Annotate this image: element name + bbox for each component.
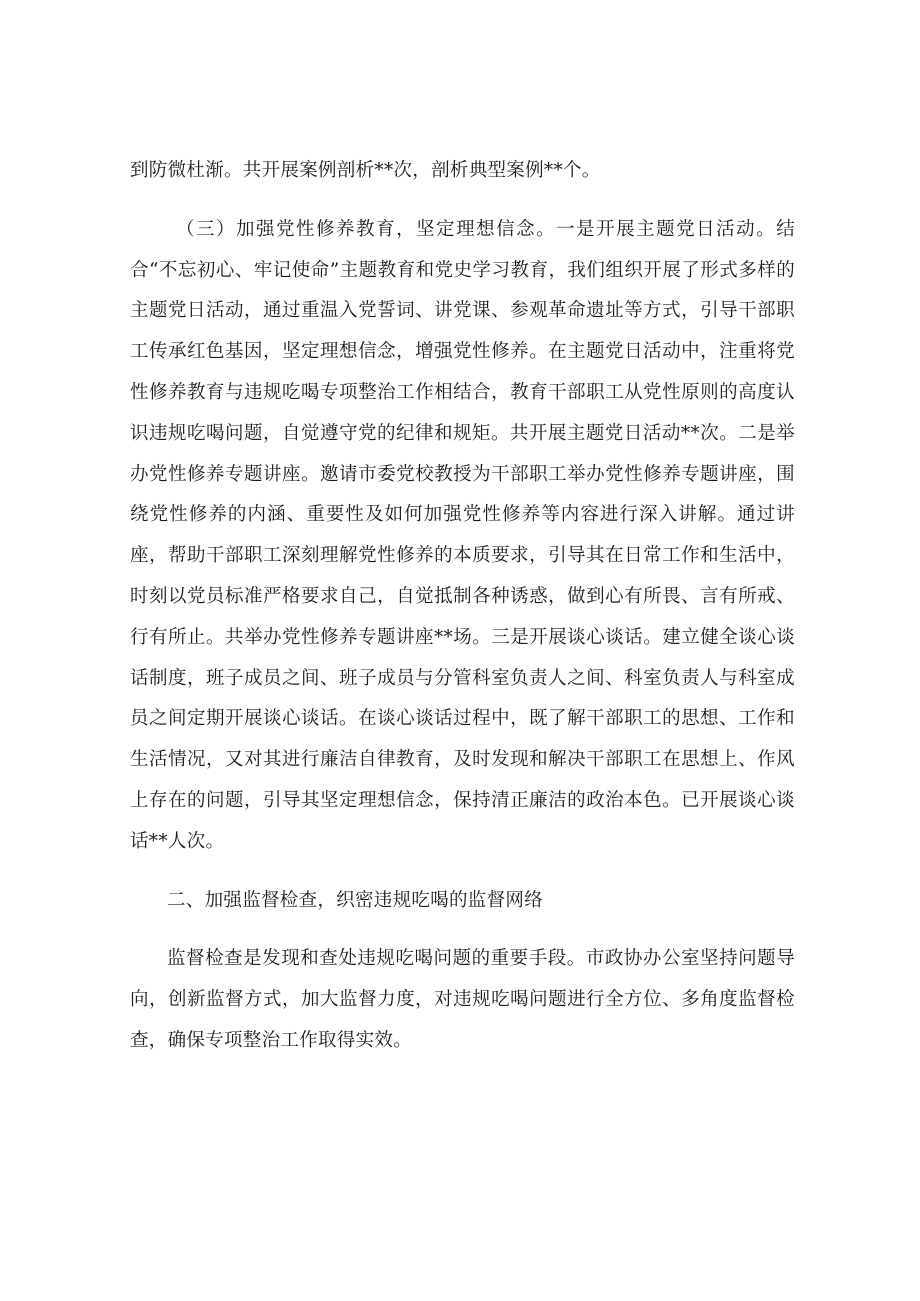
paragraph-supervision-intro: 监督检查是发现和查处违规吃喝问题的重要手段。市政协办公室坚持问题导向，创新监督方式，加大监督力度，对违规吃喝问题进行全方位、多角度监督检查，确保专项整治工作取得实效。 <box>130 948 795 1051</box>
document-body <box>130 151 795 1062</box>
paragraph-party-education: （三）加强党性修养教育，坚定理想信念。一是开展主题党日活动。结合“不忘初心、牢记使命”主题教育和党史学习教育，我们组织开展了形式多样的主题党日活动，通过重温入党誓词、讲党课、参观革命遗址等方式，引导干部职工传承红色基因，坚定理想信念，增强党性修养。在主题党日活动中，注重将党性修养教育与违规吃喝专项整治工作相结合，教育干部职工从党性原则的高度认识违规吃喝问题，自觉遵守党的纪律和规矩。共开展主题党日活动**次。二是举办党性修养专题讲座。邀请市委党校教授为干部职工举办党性修养专题讲座，围绕党性修养的内涵、重要性及如何加强党性修养等内容进行深入讲解。通过讲座，帮助干部职工深刻理解党性修养的本质要求，引导其在日常工作和生活中，时刻以党员标准严格要求自己，自觉抵制各种诱惑，做到心有所畏、言有所戒、行有所止。共举办党性修养专题讲座**场。三是开展谈心谈话。建立健全谈心谈话制度，班子成员之间、班子成员与分管科室负责人之间、科室负责人与科室成员之间定期开展谈心谈话。在谈心谈话过程中，既了解干部职工的思想、工作和生活情况，又对其进行廉洁自律教育，及时发现和解决干部职工在思想上、作风上存在的问题，引导其坚定理想信念，保持清正廉洁的政治本色。已开展谈心谈话**人次。 <box>130 218 795 852</box>
section-heading-supervision: 二、加强监督检查，织密违规吃喝的监督网络 <box>167 889 544 911</box>
paragraph-continuation: 到防微杜渐。共开展案例剖析**次，剖析典型案例**个。 <box>130 160 601 181</box>
